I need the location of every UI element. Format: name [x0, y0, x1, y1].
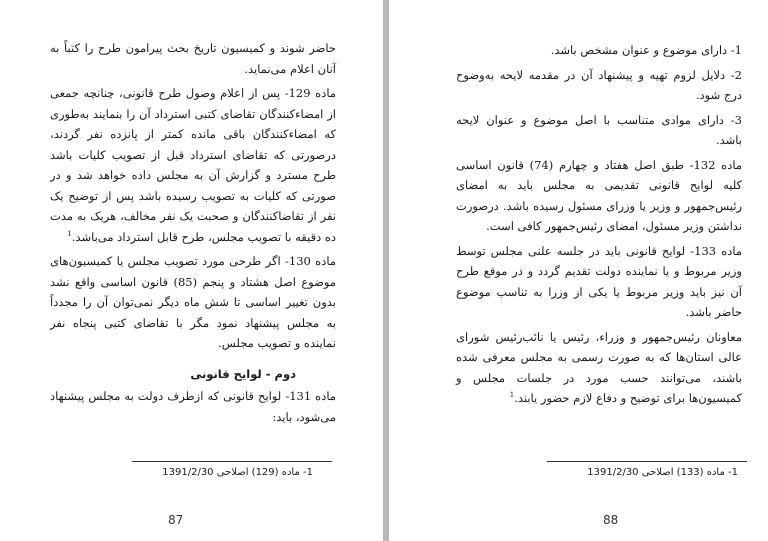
article-129	[50, 83, 336, 247]
footnote: 1- ماده (133) اصلاحی 1391/2/30	[587, 467, 738, 478]
section-heading: دوم - لوایح قانونی	[190, 366, 296, 381]
footnote-marker: 1	[509, 391, 515, 400]
page-number: 88	[603, 513, 619, 527]
right-page	[389, 0, 768, 541]
article-130: ماده 130- اگر طرحی مورد تصویب مجلس یا کمیسیون‌های موضوع اصل هشتاد و پنجم (85) قانون اساسی واقع نشد بدون تغییر اساسی تا شش ماه دیگر نمی‌توان آن را مجدداً به مجلس پیشنهاد نمود مگر با تقاضای کتبی پنجاه نفر نماینده و تصویب مجلس.	[50, 254, 336, 350]
left-page	[0, 0, 383, 541]
left-page-body	[50, 38, 336, 431]
list-item: 1- دارای موضوع و عنوان مشخص باشد.	[550, 43, 742, 57]
list-item: 2- دلایل لزوم تهیه و پیشنهاد آن در مقدمه لایحه به‌وضوح درج شود.	[456, 67, 742, 102]
footnote: 1- ماده (129) اصلاحی 1391/2/30	[162, 467, 313, 478]
footnote-divider	[132, 461, 332, 462]
paragraph-text: ماده 129- پس از اعلام وصول طرح قانونی، چنانچه جمعی از امضاءکنندگان تقاضای کتبی استرداد آن را بنمایند به‌طوری که امضاءکنندگان باقی مانده کمتر از پانزده نفر گردند، درصورتی که تقاضای استرداد قبل از تصویب کلیات باشد طرح مسترد و گزارش آن به مجلس داده خواهد شد و در صورتی که کلیات به تصویب رسیده باشد پس از توضیح یک نفر از تقاضاکنندگان و صحبت یک نفر مخالف، هریک به مدت ده دقیقه با تصویب مجلس، طرح قابل استرداد می‌باشد.	[50, 86, 336, 244]
list-item: 3- دارای موادی متناسب با اصل موضوع و عنوان لایحه باشد.	[456, 112, 742, 147]
paragraph	[456, 327, 742, 409]
article-132: ماده 132- طبق اصل هفتاد و چهارم (74) قانون اساسی کلیه لوایح قانونی تقدیمی به مجلس باید به امضای رئیس‌جمهور و وزیر یا وزرای مسئول رسیده باشد. درصورت نداشتن وزیر مسئول، امضای رئیس‌جمهور کافی است.	[456, 157, 742, 233]
paragraph: حاضر شوند و کمیسیون تاریخ بحث پیرامون طرح را کتباً به آنان اعلام می‌نماید.	[50, 41, 336, 76]
right-page-body	[456, 40, 742, 413]
article-133: ماده 133- لوایح قانونی باید در جلسه علنی مجلس توسط وزیر مربوط و یا نماینده دولت تقدیم گردد و در موقع طرح آن نیز باید وزیر مربوط یا یکی از وزرا به تناسب موضوع حاضر باشد.	[456, 243, 743, 319]
paragraph-text: معاونان رئیس‌جمهور و وزراء، رئیس یا نائب‌رئیس شورای عالی استان‌ها که به صورت رسمی به مجلس معرفی شده باشند، می‌توانند حسب مورد در جلسات مجلس و کمیسیون‌ها برای توضیح و دفاع لازم حضور یابند.	[456, 329, 742, 405]
article-131: ماده 131- لوایح قانونی که ازطرف دولت به مجلس پیشنهاد می‌شود، باید:	[50, 389, 336, 424]
footnote-marker: 1	[67, 229, 72, 238]
footnote-divider	[547, 461, 747, 462]
page-number: 87	[168, 513, 184, 527]
